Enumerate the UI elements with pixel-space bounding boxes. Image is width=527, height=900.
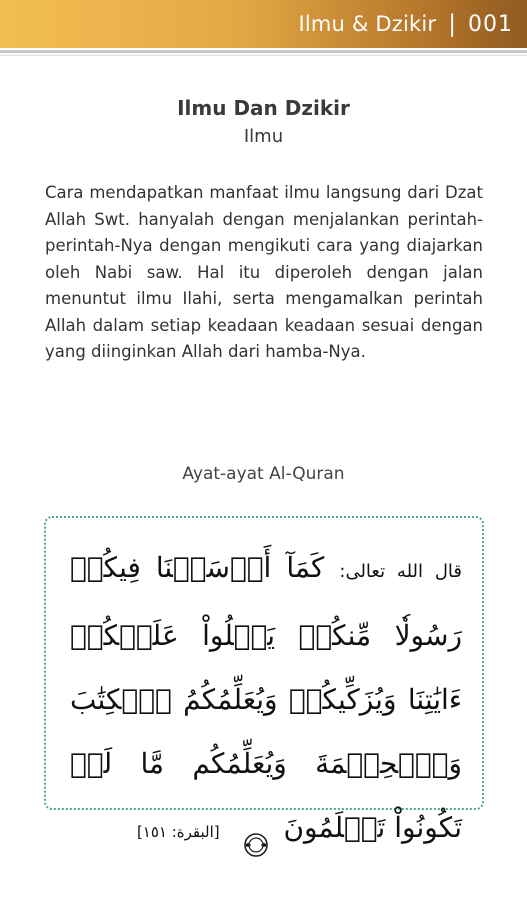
top-header-bar	[0, 0, 527, 48]
quran-verse-box	[44, 516, 484, 844]
page-subtitle: Ilmu	[243, 126, 284, 147]
quran-verse	[70, 536, 462, 864]
section-label: Ayat-ayat Al-Quran	[182, 464, 345, 484]
verse-reference: [البقرة: ١٥١]	[136, 823, 220, 841]
header-divider-thin	[0, 55, 527, 56]
body-paragraph: Cara mendapatkan manfaat ilmu langsung dari Dzat Allah Swt. hanyalah dengan menjalankan perintah-perintah-Nya dengan mengikuti cara yang diajarkan oleh Nabi saw. Hal itu diperoleh dengan jalan menuntut ilmu Ilahi, serta mengamalkan perintah Allah dalam setiap keadaan keadaan sesuai dengan yang diinginkan Allah dari hamba-Nya.	[45, 183, 483, 361]
verse-text: كَمَآ أَرۡسَلۡنَا فِيكُمۡ رَسُولٗا مِّنكُمۡ يَتۡلُواْ عَلَيۡكُمۡ ءَايَٰتِنَا وَيُزَكِّيكُمۡ وَيُعَلِّمُكُمُ ٱلۡكِتَٰبَ وَٱلۡحِكۡمَةَ وَيُعَلِّمُكُم مَّا لَمۡ تَكُونُواْ تَعۡلَمُونَ	[70, 551, 462, 844]
header-divider	[0, 50, 527, 53]
header-title: Ilmu & Dzikir	[298, 12, 437, 36]
verse-intro: قال الله تعالى:	[339, 561, 462, 582]
ayah-end-marker-icon	[243, 817, 269, 843]
page-title: Ilmu Dan Dzikir	[177, 96, 350, 120]
header-separator: |	[448, 11, 456, 37]
page-number: 001	[468, 11, 513, 37]
